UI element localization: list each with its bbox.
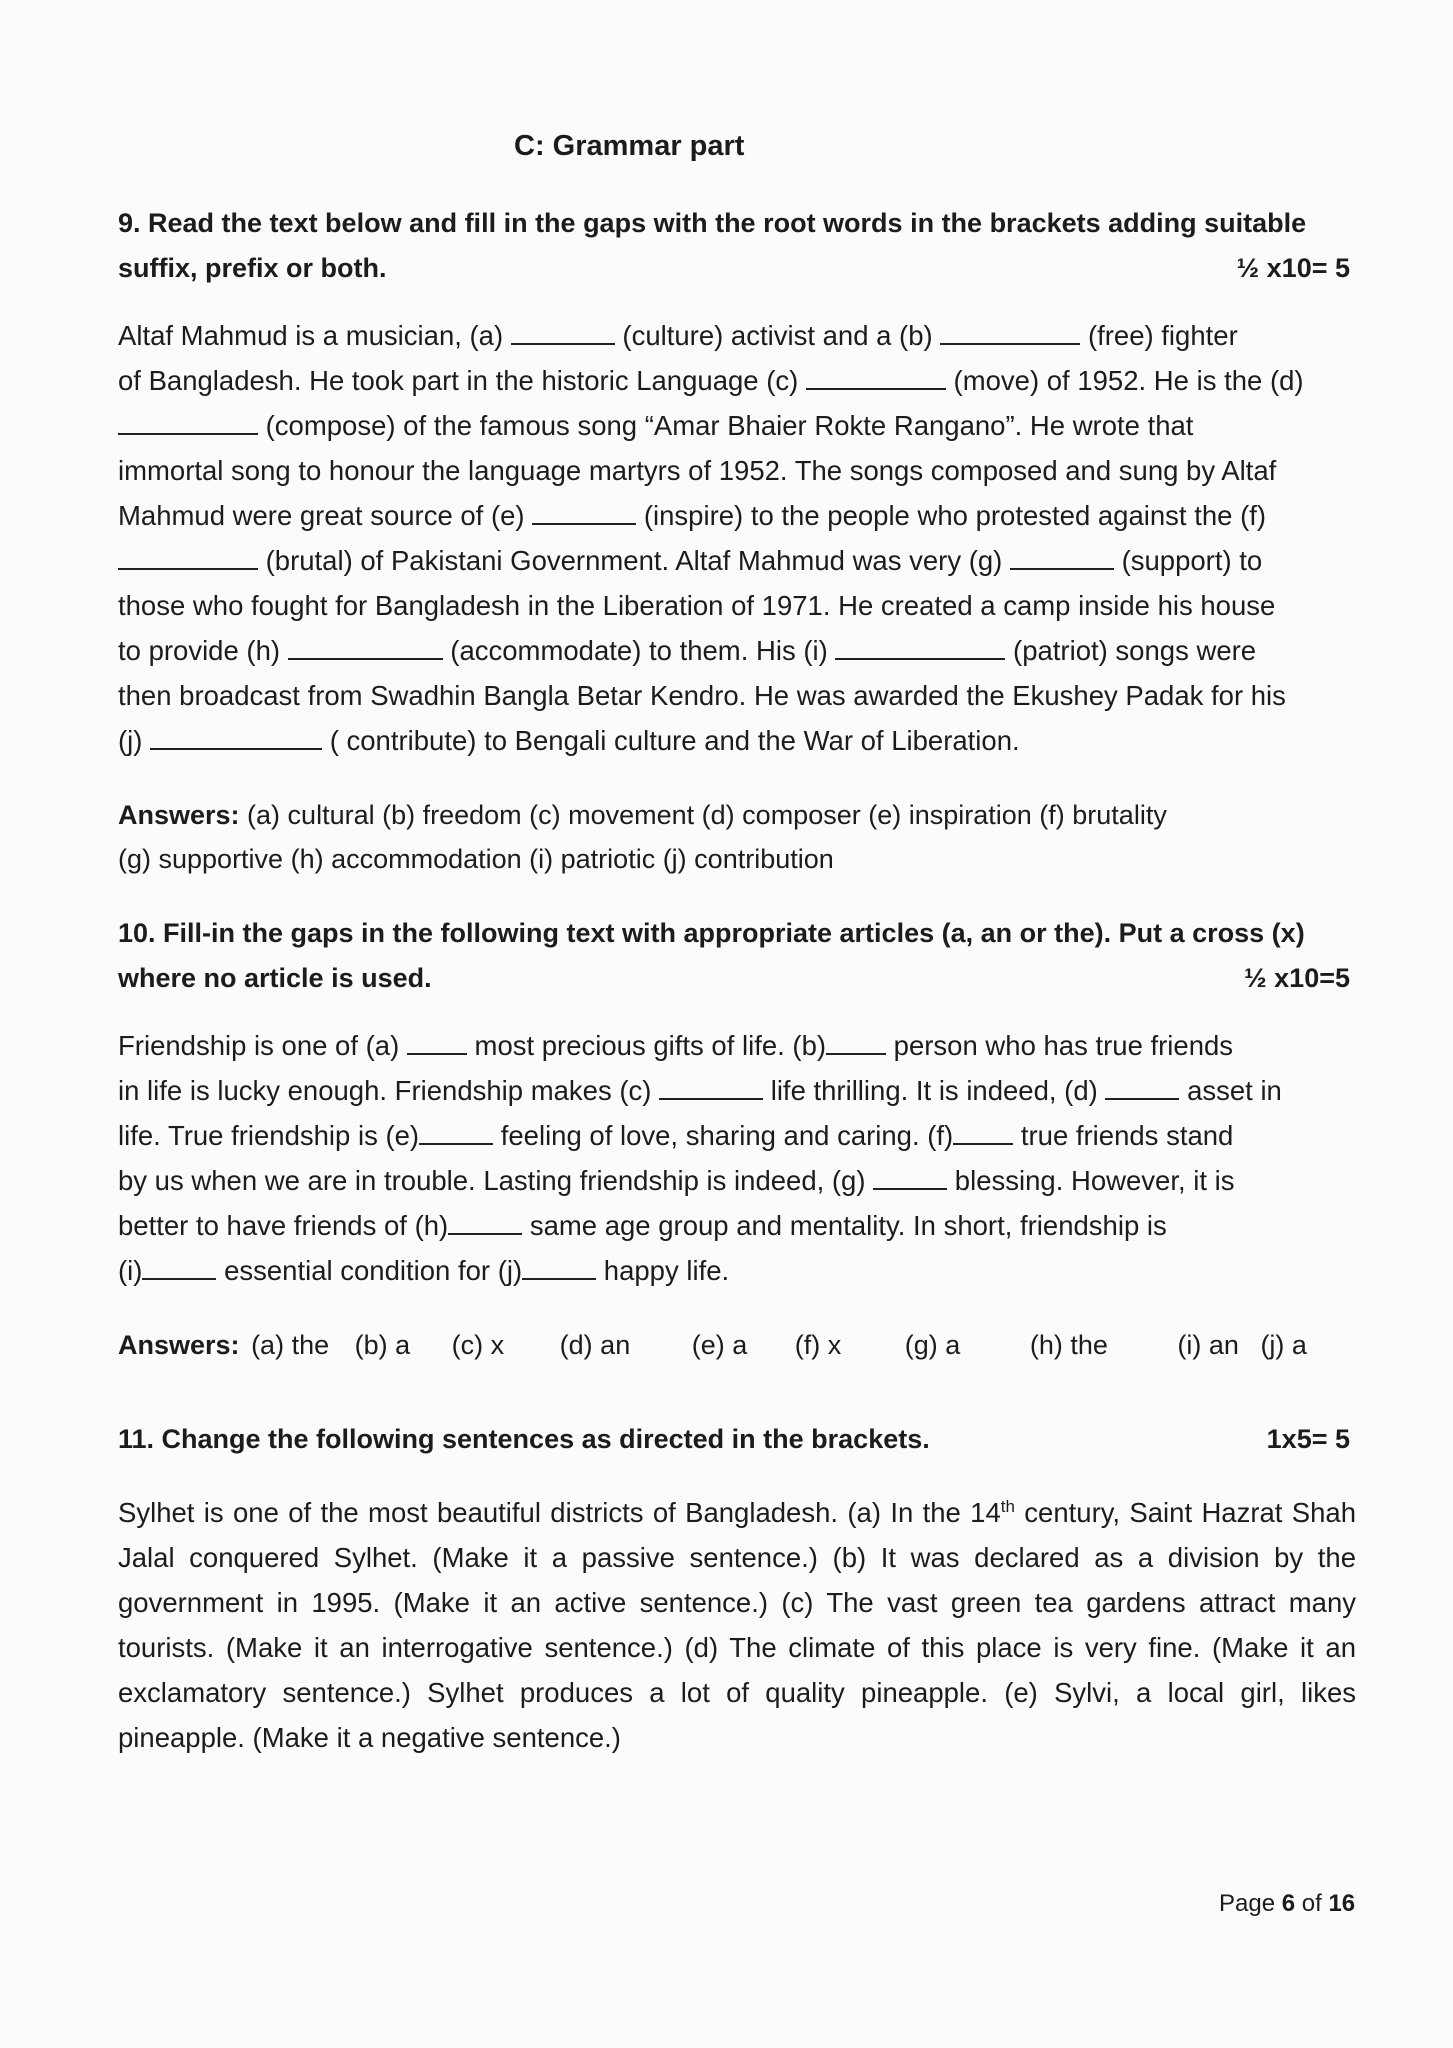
answer-item: (j) a bbox=[1260, 1330, 1307, 1360]
q10-passage bbox=[118, 1023, 1356, 1293]
blank-e[interactable] bbox=[419, 1119, 493, 1145]
answer-item: (c) x bbox=[451, 1330, 505, 1360]
blank-d[interactable] bbox=[1105, 1074, 1179, 1100]
q10-line: (i) essential condition for (j) happy life. bbox=[118, 1255, 730, 1286]
answer-item: (f) x bbox=[794, 1330, 842, 1360]
q9-answers-line1: (a) cultural (b) freedom (c) movement (d) composer (e) inspiration (f) brutality bbox=[239, 800, 1167, 830]
q9-line: Altaf Mahmud is a musician, (a) (culture) activist and a (b) (free) fighter bbox=[118, 320, 1238, 351]
blank-b[interactable] bbox=[826, 1029, 886, 1055]
q10-marks: ½ x10=5 bbox=[1244, 963, 1350, 993]
q9-heading bbox=[118, 201, 1350, 291]
q11-passage: Sylhet is one of the most beautiful districts of Bangladesh. (a) In the 14th century, Saint Hazrat Shah Jalal conquered Sylhet. (Make it a passive sentence.) (b) It was declared as a division by the government in 1995. (Make it an active sentence.) (c) The vast green tea gardens attract many tourists. (Make it an interrogative sentence.) (d) The climate of this place is very fine. (Make it an exclamatory sentence.) Sylhet produces a lot of quality pineapple. (e) Sylvi, a local girl, likes pineapple. (Make it a negative sentence.) bbox=[118, 1497, 1357, 1754]
answer-item: (b) a bbox=[354, 1330, 411, 1360]
answers-label: Answers: bbox=[118, 800, 240, 830]
q10-heading bbox=[118, 911, 1350, 1001]
blank-h[interactable] bbox=[288, 634, 443, 660]
answer-item: (h) the bbox=[1029, 1330, 1108, 1360]
q10-answers bbox=[118, 1323, 1358, 1367]
page-number: Page 6 of 16 bbox=[1219, 1890, 1356, 1917]
answer-item: (i) an bbox=[1177, 1330, 1239, 1360]
blank-a[interactable] bbox=[511, 319, 615, 345]
q9-answers bbox=[118, 793, 1358, 881]
blank-b[interactable] bbox=[940, 319, 1080, 345]
q10-heading-text: 10. Fill-in the gaps in the following text with appropriate articles (a, an or the). Put a cross (x) where no article is used. bbox=[118, 918, 1305, 993]
q11-heading-text: 11. Change the following sentences as directed in the brackets. bbox=[118, 1424, 930, 1454]
q11-heading bbox=[118, 1417, 1350, 1462]
q10-line: better to have friends of (h) same age group and mentality. In short, friendship is bbox=[118, 1210, 1167, 1241]
blank-g[interactable] bbox=[1010, 544, 1114, 570]
q10-line: life. True friendship is (e) feeling of love, sharing and caring. (f) true friends stand bbox=[118, 1120, 1234, 1151]
exam-page bbox=[118, 130, 1358, 1760]
q9-answers-line2: (g) supportive (h) accommodation (i) patriotic (j) contribution bbox=[118, 844, 834, 874]
blank-h[interactable] bbox=[448, 1209, 522, 1235]
q9-line: those who fought for Bangladesh in the Liberation of 1971. He created a camp inside his house bbox=[118, 590, 1276, 621]
q9-line: then broadcast from Swadhin Bangla Betar Kendro. He was awarded the Ekushey Padak for his bbox=[118, 680, 1286, 711]
answers-label: Answers: bbox=[118, 1330, 240, 1360]
q9-heading-text: 9. Read the text below and fill in the gaps with the root words in the brackets adding suitable suffix, prefix or both. bbox=[118, 208, 1307, 283]
q9-line: (j) ( contribute) to Bengali culture and the War of Liberation. bbox=[118, 725, 1020, 756]
blank-i[interactable] bbox=[142, 1254, 216, 1280]
q9-line: (brutal) of Pakistani Government. Altaf Mahmud was very (g) (support) to bbox=[118, 538, 1356, 583]
blank-c[interactable] bbox=[806, 364, 946, 390]
blank-g[interactable] bbox=[873, 1164, 947, 1190]
q9-line: immortal song to honour the language martyrs of 1952. The songs composed and sung by Altaf bbox=[118, 455, 1277, 486]
blank-f[interactable] bbox=[118, 544, 258, 570]
answer-item: (a) the bbox=[251, 1330, 330, 1360]
blank-i[interactable] bbox=[835, 634, 1005, 660]
blank-e[interactable] bbox=[532, 499, 636, 525]
section-title: C: Grammar part bbox=[514, 130, 745, 162]
q10-line: in life is lucky enough. Friendship makes (c) life thrilling. It is indeed, (d) asset in bbox=[118, 1075, 1282, 1106]
blank-c[interactable] bbox=[659, 1074, 763, 1100]
q10-line: by us when we are in trouble. Lasting friendship is indeed, (g) blessing. However, it is bbox=[118, 1165, 1235, 1196]
answer-item: (e) a bbox=[691, 1330, 748, 1360]
blank-d[interactable] bbox=[118, 409, 258, 435]
answer-item: (d) an bbox=[559, 1330, 631, 1360]
blank-j[interactable] bbox=[522, 1254, 596, 1280]
q9-passage bbox=[118, 313, 1356, 763]
blank-f[interactable] bbox=[953, 1119, 1013, 1145]
q10-line: Friendship is one of (a) most precious gifts of life. (b) person who has true friends bbox=[118, 1030, 1234, 1061]
q9-line: to provide (h) (accommodate) to them. His (i) (patriot) songs were bbox=[118, 635, 1257, 666]
q9-line: of Bangladesh. He took part in the historic Language (c) (move) of 1952. He is the (d) bbox=[118, 365, 1304, 396]
q11-marks: 1x5= 5 bbox=[1266, 1424, 1350, 1454]
answer-item: (g) a bbox=[904, 1330, 961, 1360]
q9-line: (compose) of the famous song “Amar Bhaier Rokte Rangano”. He wrote that bbox=[118, 403, 1356, 448]
q9-line: Mahmud were great source of (e) (inspire) to the people who protested against the (f) bbox=[118, 500, 1267, 531]
blank-j[interactable] bbox=[150, 724, 322, 750]
q9-marks: ½ x10= 5 bbox=[1236, 253, 1350, 283]
blank-a[interactable] bbox=[407, 1029, 467, 1055]
